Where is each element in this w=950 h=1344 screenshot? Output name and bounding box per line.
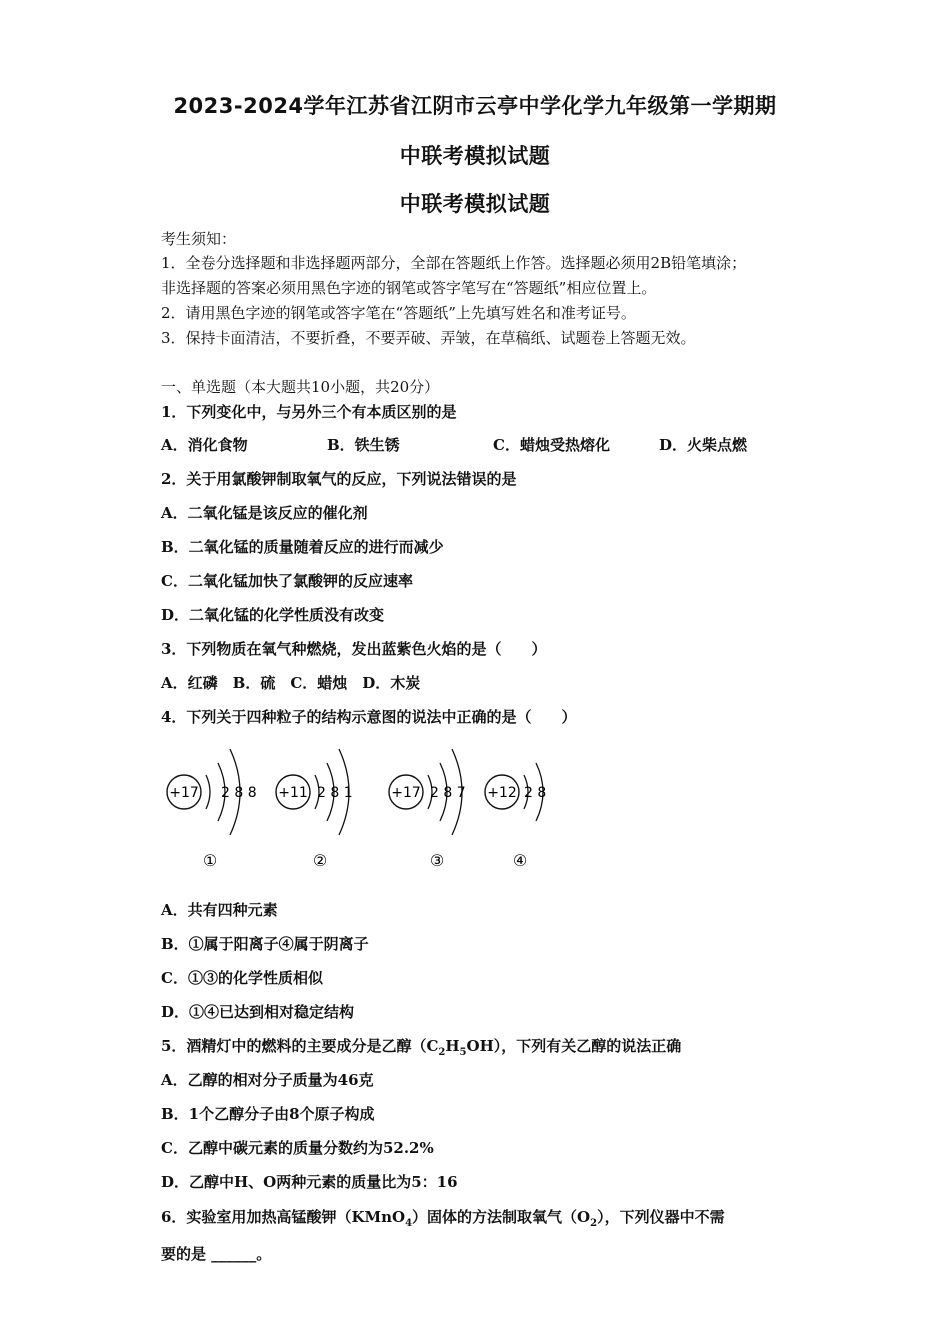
q4-stem: 4．下列关于四种粒子的结构示意图的说法中正确的是（ ） — [161, 708, 577, 726]
q6-stem-post: ），下列仪器中不需 — [597, 1208, 725, 1226]
particle-2 — [276, 749, 353, 870]
q2-option-d: D．二氧化锰的化学性质没有改变 — [161, 606, 385, 624]
q1-option-b: B．铁生锈 — [327, 436, 400, 454]
notice-item-3: 3．保持卡面清洁，不要折叠，不要弄破、弄皱，在草稿纸、试题卷上答题无效。 — [161, 329, 696, 347]
page-title-line2: 中联考模拟试题 — [399, 144, 551, 168]
page-title-line3: 中联考模拟试题 — [399, 192, 551, 216]
q2-option-b: B．二氧化锰的质量随着反应的进行而减少 — [161, 538, 444, 556]
notice-item-1b: 非选择题的答案必须用黑色字迹的钢笔或答字笔写在“答题纸”相应位置上。 — [161, 279, 657, 297]
q4-option-b: B．①属于阳离子④属于阴离子 — [161, 935, 369, 953]
q5-option-d: D．乙醇中H、O两种元素的质量比为5：16 — [161, 1173, 458, 1191]
particle-2-label: ② — [312, 851, 328, 870]
q2-option-c: C．二氧化锰加快了氯酸钾的反应速率 — [161, 572, 413, 590]
q3-stem: 3．下列物质在氧气种燃烧，发出蓝紫色火焰的是（ ） — [161, 640, 547, 658]
particle-3-nucleus: +17 — [391, 785, 421, 801]
q1-option-a: A．消化食物 — [161, 436, 248, 454]
q5-stem-pre: 5．酒精灯中的燃料的主要成分是乙醇（C — [161, 1037, 439, 1055]
section-heading: 一、单选题（本大题共10小题，共20分） — [161, 378, 440, 396]
q1-option-d: D．火柴点燃 — [659, 436, 748, 454]
particle-4-label: ④ — [512, 851, 528, 870]
q1-option-c: C．蜡烛受热熔化 — [493, 436, 610, 454]
particle-4 — [485, 763, 546, 870]
q2-stem: 2．关于用氯酸钾制取氧气的反应，下列说法错误的是 — [161, 470, 517, 488]
particle-4-shells: 2 8 — [524, 785, 547, 801]
particle-3-shells: 2 8 7 — [430, 785, 466, 801]
particle-1-nucleus: +17 — [169, 785, 199, 801]
q5-option-b: B．1个乙醇分子由8个原子构成 — [161, 1105, 375, 1123]
q4-option-a: A．共有四种元素 — [161, 901, 278, 919]
q1-stem: 1．下列变化中，与另外三个有本质区别的是 — [161, 403, 457, 421]
particle-1-shells: 2 8 8 — [221, 785, 257, 801]
atomic-structure-diagram — [160, 735, 580, 875]
particle-2-shells: 2 8 1 — [317, 785, 353, 801]
q5-option-a: A．乙醇的相对分子质量为46克 — [161, 1071, 374, 1089]
particle-2-nucleus: +11 — [278, 785, 308, 801]
q6-stem-pre: 6．实验室用加热高锰酸钾（KMnO — [161, 1208, 406, 1226]
q6-stem-line2: 要的是 ______。 — [161, 1245, 272, 1263]
page-title-line1: 2023-2024学年江苏省江阴市云亭中学化学九年级第一学期期 — [173, 94, 777, 118]
q5-sub-2: 5 — [459, 1047, 467, 1058]
q5-stem-mid: H — [445, 1037, 460, 1055]
particle-3 — [389, 749, 466, 870]
q2-option-a: A．二氧化锰是该反应的催化剂 — [161, 504, 368, 522]
q5-stem-post: OH），下列有关乙醇的说法正确 — [466, 1037, 682, 1055]
particle-1-label: ① — [202, 851, 218, 870]
q4-option-c: C．①③的化学性质相似 — [161, 969, 323, 987]
notice-heading: 考生须知： — [161, 230, 237, 248]
q1-options — [161, 434, 747, 455]
q4-option-d: D．①④已达到相对稳定结构 — [161, 1003, 355, 1021]
q5-stem — [161, 1035, 681, 1058]
notice-item-2: 2．请用黑色字迹的钢笔或答字笔在“答题纸”上先填写姓名和准考证号。 — [161, 304, 636, 322]
particle-1 — [167, 749, 257, 870]
q5-option-c: C．乙醇中碳元素的质量分数约为52.2% — [161, 1139, 434, 1157]
q6-stem — [161, 1206, 725, 1229]
q3-options: A．红磷 B．硫 C．蜡烛 D．木炭 — [161, 674, 421, 692]
q5-sub-1: 2 — [438, 1047, 446, 1058]
q6-sub-1: 4 — [405, 1218, 413, 1229]
particle-3-label: ③ — [429, 851, 445, 870]
q6-sub-2: 2 — [590, 1218, 598, 1229]
particle-4-nucleus: +12 — [487, 785, 517, 801]
notice-item-1a: 1．全卷分选择题和非选择题两部分，全部在答题纸上作答。选择题必须用2B铅笔填涂； — [161, 254, 747, 272]
q6-stem-mid: ）固体的方法制取氧气（O — [412, 1208, 591, 1226]
